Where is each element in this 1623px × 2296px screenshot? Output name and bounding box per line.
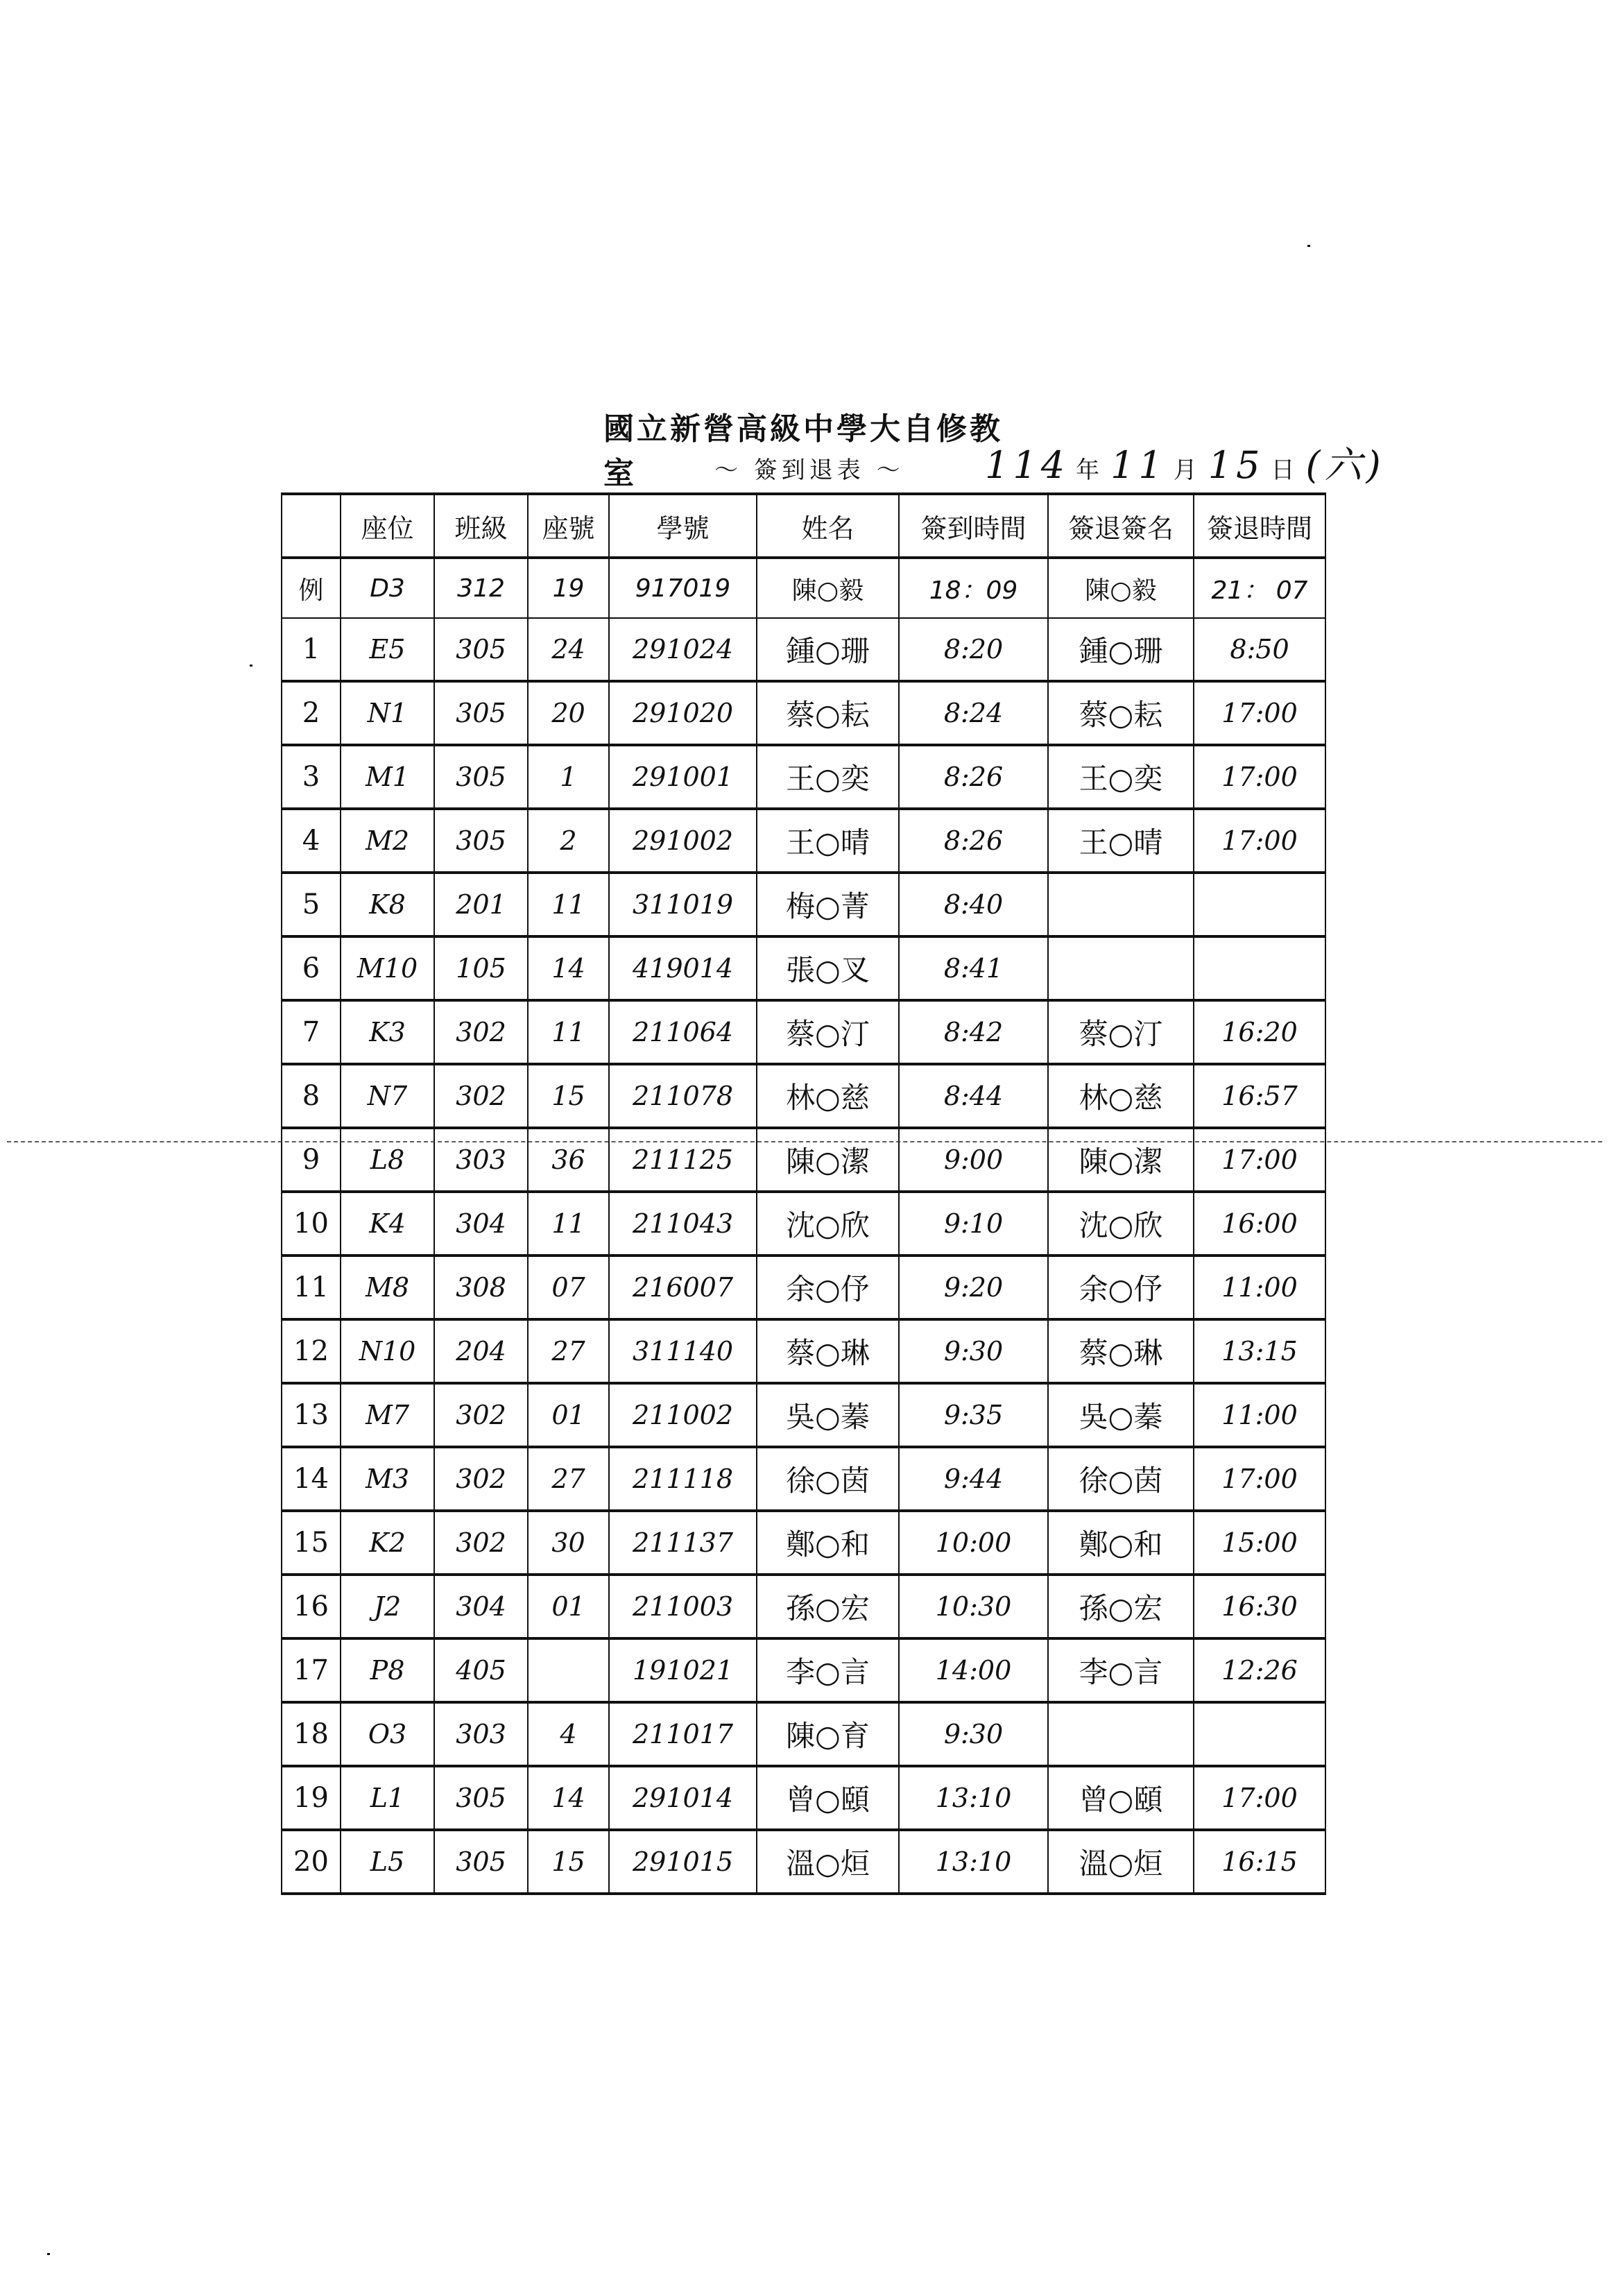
- seat-cell: K4: [341, 1192, 434, 1256]
- seat-cell: K8: [341, 873, 434, 936]
- table-row: [282, 873, 1325, 936]
- student-id-cell: 211078: [609, 1064, 757, 1128]
- checkin-time-cell: 14:00: [899, 1638, 1048, 1702]
- class-cell: 302: [434, 1447, 528, 1511]
- student-id-cell: 211137: [609, 1511, 757, 1575]
- row-index: 1: [282, 618, 341, 681]
- header-index: [282, 494, 341, 558]
- seat-no-cell: 11: [528, 1000, 609, 1064]
- checkout-time-cell: 16:20: [1194, 1000, 1325, 1064]
- name-cell: 蔡○耘: [757, 681, 899, 745]
- name-cell: 陳○育: [757, 1702, 899, 1766]
- student-id-cell: 291001: [609, 745, 757, 809]
- seat-no-cell: 27: [528, 1319, 609, 1383]
- sheet-subtitle: ～ 簽到退表 ～: [714, 456, 904, 484]
- table-row: [282, 1766, 1325, 1830]
- class-cell: 303: [434, 1702, 528, 1766]
- checkout-time-cell: 11:00: [1194, 1256, 1325, 1319]
- class-cell: 302: [434, 1511, 528, 1575]
- name-cell: 余○伃: [757, 1256, 899, 1319]
- scan-fold-line: [7, 1141, 1602, 1142]
- name-cell: 蔡○汀: [757, 1000, 899, 1064]
- checkout-signature-cell: 鄭○和: [1048, 1511, 1194, 1575]
- class-cell: 305: [434, 809, 528, 873]
- row-index: 19: [282, 1766, 341, 1830]
- checkin-time-cell: 8:20: [899, 618, 1048, 681]
- row-index: 15: [282, 1511, 341, 1575]
- name-cell: 鄭○和: [757, 1511, 899, 1575]
- example-checkin-time: 18：09: [899, 558, 1048, 618]
- class-cell: 405: [434, 1638, 528, 1702]
- seat-no-cell: 2: [528, 809, 609, 873]
- checkout-signature-cell: 王○晴: [1048, 809, 1194, 873]
- name-cell: 鍾○珊: [757, 618, 899, 681]
- class-cell: 303: [434, 1128, 528, 1192]
- class-cell: 304: [434, 1575, 528, 1638]
- row-index: 7: [282, 1000, 341, 1064]
- row-index: 6: [282, 936, 341, 1000]
- student-id-cell: 216007: [609, 1256, 757, 1319]
- checkin-time-cell: 10:00: [899, 1511, 1048, 1575]
- checkout-signature-cell: 鍾○珊: [1048, 618, 1194, 681]
- header-checkin-time: 簽到時間: [899, 494, 1048, 558]
- class-cell: 308: [434, 1256, 528, 1319]
- checkin-time-cell: 8:42: [899, 1000, 1048, 1064]
- seat-cell: N1: [341, 681, 434, 745]
- date-month: 11: [1110, 443, 1167, 487]
- row-index: 11: [282, 1256, 341, 1319]
- checkout-time-cell: 12:26: [1194, 1638, 1325, 1702]
- checkin-time-cell: 13:10: [899, 1830, 1048, 1894]
- row-index: 18: [282, 1702, 341, 1766]
- name-cell: 溫○烜: [757, 1830, 899, 1894]
- seat-cell: M2: [341, 809, 434, 873]
- class-cell: 305: [434, 1766, 528, 1830]
- checkin-time-cell: 9:35: [899, 1383, 1048, 1447]
- seat-no-cell: 15: [528, 1830, 609, 1894]
- header-seat: 座位: [341, 494, 434, 558]
- student-id-cell: 311019: [609, 873, 757, 936]
- seat-no-cell: 1: [528, 745, 609, 809]
- table-row: [282, 1128, 1325, 1192]
- checkout-signature-cell: 蔡○耘: [1048, 681, 1194, 745]
- checkin-time-cell: 9:30: [899, 1319, 1048, 1383]
- checkin-time-cell: 8:26: [899, 745, 1048, 809]
- student-id-cell: 291014: [609, 1766, 757, 1830]
- seat-cell: O3: [341, 1702, 434, 1766]
- class-cell: 304: [434, 1192, 528, 1256]
- checkout-time-cell: 17:00: [1194, 1447, 1325, 1511]
- table-row: [282, 1383, 1325, 1447]
- example-seat-no: 19: [528, 558, 609, 618]
- seat-no-cell: 15: [528, 1064, 609, 1128]
- name-cell: 徐○茵: [757, 1447, 899, 1511]
- example-label: 例: [282, 558, 341, 618]
- example-seat: D3: [341, 558, 434, 618]
- seat-cell: J2: [341, 1575, 434, 1638]
- checkout-time-cell: 16:57: [1194, 1064, 1325, 1128]
- row-index: 13: [282, 1383, 341, 1447]
- date-day-unit: 日: [1271, 456, 1299, 484]
- student-id-cell: 291002: [609, 809, 757, 873]
- checkin-time-cell: 9:00: [899, 1128, 1048, 1192]
- table-row: [282, 1702, 1325, 1766]
- class-cell: 105: [434, 936, 528, 1000]
- example-checkout-signature: 陳○毅: [1048, 558, 1194, 618]
- checkout-time-cell: 8:50: [1194, 618, 1325, 681]
- seat-no-cell: 20: [528, 681, 609, 745]
- name-cell: 沈○欣: [757, 1192, 899, 1256]
- seat-no-cell: 11: [528, 873, 609, 936]
- checkin-time-cell: 8:44: [899, 1064, 1048, 1128]
- signin-table: [281, 492, 1326, 1895]
- row-index: 5: [282, 873, 341, 936]
- class-cell: 305: [434, 1830, 528, 1894]
- checkout-signature-cell: 陳○潔: [1048, 1128, 1194, 1192]
- checkin-time-cell: 8:40: [899, 873, 1048, 936]
- example-name: 陳○毅: [757, 558, 899, 618]
- student-id-cell: 211043: [609, 1192, 757, 1256]
- seat-no-cell: 36: [528, 1128, 609, 1192]
- example-row: [282, 558, 1325, 618]
- table-row: [282, 1511, 1325, 1575]
- row-index: 2: [282, 681, 341, 745]
- name-cell: 梅○菁: [757, 873, 899, 936]
- class-cell: 305: [434, 681, 528, 745]
- seat-cell: E5: [341, 618, 434, 681]
- header-row: [282, 494, 1325, 558]
- checkout-signature-cell: [1048, 873, 1194, 936]
- checkout-time-cell: 13:15: [1194, 1319, 1325, 1383]
- header-checkout-signature: 簽退簽名: [1048, 494, 1194, 558]
- seat-cell: P8: [341, 1638, 434, 1702]
- checkout-time-cell: 16:15: [1194, 1830, 1325, 1894]
- checkout-time-cell: 11:00: [1194, 1383, 1325, 1447]
- example-student-id: 917019: [609, 558, 757, 618]
- seat-no-cell: 01: [528, 1383, 609, 1447]
- scan-speck: [250, 665, 252, 667]
- seat-no-cell: 24: [528, 618, 609, 681]
- checkout-signature-cell: 曾○頤: [1048, 1766, 1194, 1830]
- seat-cell: M7: [341, 1383, 434, 1447]
- checkout-signature-cell: 余○伃: [1048, 1256, 1194, 1319]
- student-id-cell: 211064: [609, 1000, 757, 1064]
- header-student-id: 學號: [609, 494, 757, 558]
- date-weekday: (六): [1305, 443, 1385, 487]
- checkout-time-cell: 17:00: [1194, 681, 1325, 745]
- seat-cell: N10: [341, 1319, 434, 1383]
- name-cell: 李○言: [757, 1638, 899, 1702]
- checkin-time-cell: 9:10: [899, 1192, 1048, 1256]
- seat-no-cell: 11: [528, 1192, 609, 1256]
- checkout-signature-cell: 溫○烜: [1048, 1830, 1194, 1894]
- table-row: [282, 1575, 1325, 1638]
- checkout-signature-cell: 林○慈: [1048, 1064, 1194, 1128]
- class-cell: 204: [434, 1319, 528, 1383]
- header-checkout-time: 簽退時間: [1194, 494, 1325, 558]
- example-class: 312: [434, 558, 528, 618]
- seat-no-cell: 01: [528, 1575, 609, 1638]
- checkin-time-cell: 9:20: [899, 1256, 1048, 1319]
- checkin-time-cell: 9:30: [899, 1702, 1048, 1766]
- name-cell: 王○晴: [757, 809, 899, 873]
- checkin-time-cell: 8:26: [899, 809, 1048, 873]
- checkout-signature-cell: 蔡○汀: [1048, 1000, 1194, 1064]
- name-cell: 蔡○琳: [757, 1319, 899, 1383]
- row-index: 12: [282, 1319, 341, 1383]
- seat-cell: N7: [341, 1064, 434, 1128]
- scan-speck: [1307, 245, 1310, 247]
- student-id-cell: 211017: [609, 1702, 757, 1766]
- student-id-cell: 311140: [609, 1319, 757, 1383]
- row-index: 3: [282, 745, 341, 809]
- checkin-time-cell: 10:30: [899, 1575, 1048, 1638]
- name-cell: 孫○宏: [757, 1575, 899, 1638]
- checkout-signature-cell: 孫○宏: [1048, 1575, 1194, 1638]
- table-row: [282, 681, 1325, 745]
- checkout-time-cell: 16:00: [1194, 1192, 1325, 1256]
- scan-speck: [47, 2253, 50, 2255]
- checkout-time-cell: 17:00: [1194, 809, 1325, 873]
- row-index: 14: [282, 1447, 341, 1511]
- seat-no-cell: 27: [528, 1447, 609, 1511]
- checkout-signature-cell: 李○言: [1048, 1638, 1194, 1702]
- row-index: 9: [282, 1128, 341, 1192]
- seat-cell: L8: [341, 1128, 434, 1192]
- handwritten-date: [985, 436, 1385, 489]
- checkout-time-cell: 16:30: [1194, 1575, 1325, 1638]
- checkout-time-cell: 17:00: [1194, 1128, 1325, 1192]
- header-seat-no: 座號: [528, 494, 609, 558]
- seat-cell: M3: [341, 1447, 434, 1511]
- checkout-time-cell: [1194, 936, 1325, 1000]
- seat-cell: L5: [341, 1830, 434, 1894]
- header-name: 姓名: [757, 494, 899, 558]
- row-index: 10: [282, 1192, 341, 1256]
- row-index: 20: [282, 1830, 341, 1894]
- student-id-cell: 211118: [609, 1447, 757, 1511]
- seat-cell: L1: [341, 1766, 434, 1830]
- seat-cell: K3: [341, 1000, 434, 1064]
- row-index: 17: [282, 1638, 341, 1702]
- class-cell: 302: [434, 1064, 528, 1128]
- seat-no-cell: 4: [528, 1702, 609, 1766]
- table-row: [282, 936, 1325, 1000]
- class-cell: 302: [434, 1383, 528, 1447]
- checkout-signature-cell: 沈○欣: [1048, 1192, 1194, 1256]
- student-id-cell: 291015: [609, 1830, 757, 1894]
- seat-no-cell: 14: [528, 936, 609, 1000]
- checkin-time-cell: 13:10: [899, 1766, 1048, 1830]
- name-cell: 吳○蓁: [757, 1383, 899, 1447]
- checkin-time-cell: 8:24: [899, 681, 1048, 745]
- checkout-signature-cell: [1048, 1702, 1194, 1766]
- student-id-cell: 191021: [609, 1638, 757, 1702]
- date-day: 15: [1208, 443, 1264, 487]
- name-cell: 曾○頤: [757, 1766, 899, 1830]
- checkout-signature-cell: 王○奕: [1048, 745, 1194, 809]
- checkout-time-cell: 17:00: [1194, 1766, 1325, 1830]
- seat-no-cell: 14: [528, 1766, 609, 1830]
- table-row: [282, 1638, 1325, 1702]
- checkin-time-cell: 9:44: [899, 1447, 1048, 1511]
- name-cell: 王○奕: [757, 745, 899, 809]
- checkout-time-cell: 15:00: [1194, 1511, 1325, 1575]
- date-year-unit: 年: [1076, 456, 1104, 484]
- student-id-cell: 211002: [609, 1383, 757, 1447]
- date-month-unit: 月: [1173, 456, 1201, 484]
- student-id-cell: 211125: [609, 1128, 757, 1192]
- class-cell: 201: [434, 873, 528, 936]
- example-checkout-time: 21： 07: [1194, 558, 1325, 618]
- checkin-time-cell: 8:41: [899, 936, 1048, 1000]
- table-body: [282, 618, 1325, 1894]
- student-id-cell: 211003: [609, 1575, 757, 1638]
- checkout-time-cell: [1194, 873, 1325, 936]
- class-cell: 302: [434, 1000, 528, 1064]
- seat-cell: K2: [341, 1511, 434, 1575]
- class-cell: 305: [434, 745, 528, 809]
- checkout-signature-cell: 蔡○琳: [1048, 1319, 1194, 1383]
- checkout-signature-cell: [1048, 936, 1194, 1000]
- date-year: 114: [985, 443, 1070, 487]
- checkout-signature-cell: 吳○蓁: [1048, 1383, 1194, 1447]
- seat-cell: M8: [341, 1256, 434, 1319]
- seat-cell: M1: [341, 745, 434, 809]
- student-id-cell: 291020: [609, 681, 757, 745]
- table-row: [282, 1830, 1325, 1894]
- table-row: [282, 1256, 1325, 1319]
- checkout-time-cell: [1194, 1702, 1325, 1766]
- row-index: 8: [282, 1064, 341, 1128]
- row-index: 16: [282, 1575, 341, 1638]
- page-title: 國立新營高級中學大自修教室: [603, 411, 1003, 491]
- checkout-time-cell: 17:00: [1194, 745, 1325, 809]
- table-row: [282, 1064, 1325, 1128]
- name-cell: 張○叉: [757, 936, 899, 1000]
- class-cell: 305: [434, 618, 528, 681]
- table-row: [282, 809, 1325, 873]
- name-cell: 陳○潔: [757, 1128, 899, 1192]
- student-id-cell: 419014: [609, 936, 757, 1000]
- header-class: 班級: [434, 494, 528, 558]
- seat-no-cell: [528, 1638, 609, 1702]
- table-row: [282, 1192, 1325, 1256]
- table-row: [282, 618, 1325, 681]
- seat-no-cell: 07: [528, 1256, 609, 1319]
- checkout-signature-cell: 徐○茵: [1048, 1447, 1194, 1511]
- name-cell: 林○慈: [757, 1064, 899, 1128]
- student-id-cell: 291024: [609, 618, 757, 681]
- row-index: 4: [282, 809, 341, 873]
- seat-cell: M10: [341, 936, 434, 1000]
- table-row: [282, 745, 1325, 809]
- seat-no-cell: 30: [528, 1511, 609, 1575]
- table-row: [282, 1447, 1325, 1511]
- table-row: [282, 1319, 1325, 1383]
- table-row: [282, 1000, 1325, 1064]
